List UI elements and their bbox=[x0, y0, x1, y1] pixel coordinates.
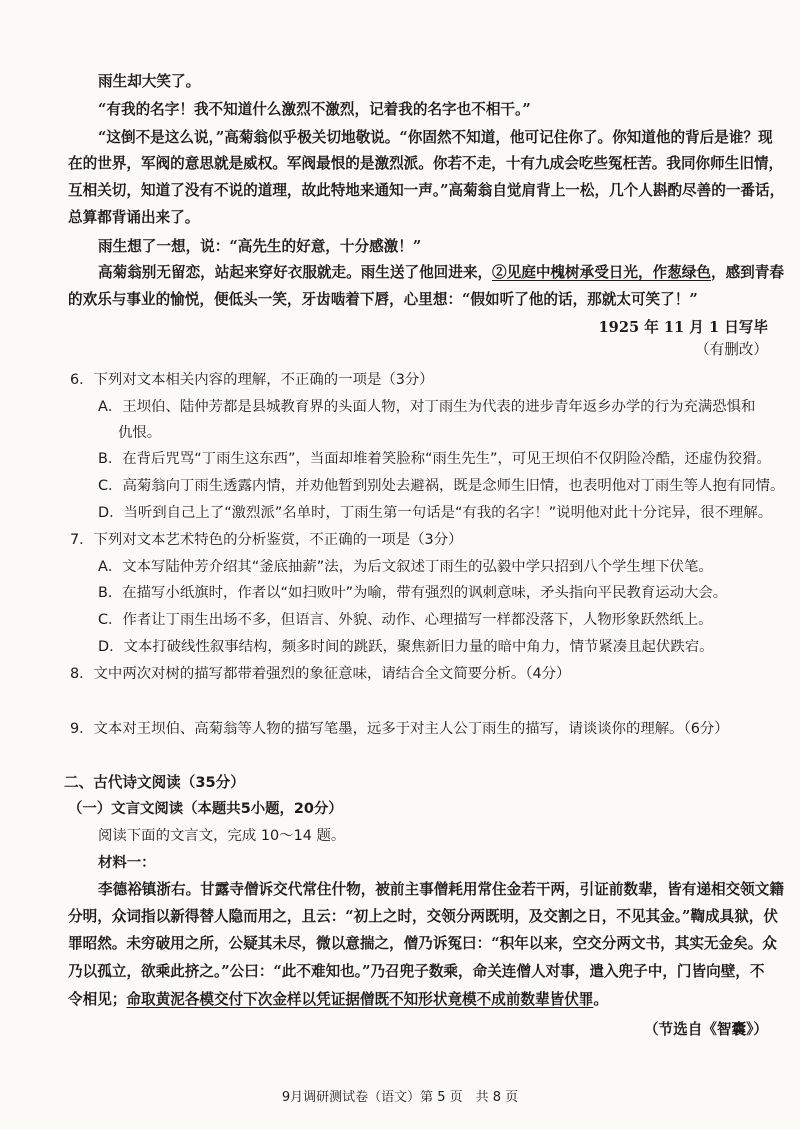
passage-source: （节选自《智囊》） bbox=[643, 1021, 768, 1038]
section-2-instruction: 阅读下面的文言文，完成 10～14 题。 bbox=[98, 828, 346, 844]
section-2-subtitle: （一）文言文阅读（本题共5小题，20分） bbox=[68, 801, 343, 817]
story-line-8 bbox=[98, 263, 784, 283]
passage-line-2: 分明，众词指以新得替人隐而用之，且云：“初上之时，交领分两既明，及交割之日，不见其金。”鞫成具狱，伏 bbox=[68, 908, 778, 925]
q6-option-d: D．当听到自己上了“激烈派”名单时，丁雨生第一句话是“有我的名字！”说明他对此十分诧异，很不理解。 bbox=[98, 505, 773, 521]
story-underlined-sentence: ②见庭中槐树承受日光，作葱绿色 bbox=[492, 264, 711, 281]
q7-option-b: B．在描写小纸旗时，作者以“如扫败叶”为喻，带有强烈的讽刺意味，矛头指向平民教育运动大会。 bbox=[98, 585, 728, 601]
q8-stem: 8．文中两次对树的描写都带着强烈的象征意味，请结合全文简要分析。（4分） bbox=[70, 666, 571, 682]
story-line-9: 的欢乐与事业的愉悦，便低头一笑，牙齿啮着下唇，心里想：“假如听了他的话，那就太可笑了！” bbox=[68, 291, 698, 308]
q6-option-a-line-1: A．王坝伯、陆仲芳都是县城教育界的头面人物，对丁雨生为代表的进步青年返乡办学的行为充满恐惧和 bbox=[98, 399, 756, 415]
story-line-6: 总算都背诵出来了。 bbox=[68, 209, 200, 226]
q9-stem: 9．文本对王坝伯、高菊翁等人物的描写笔墨，远多于对主人公丁雨生的描写，请谈谈你的理解。（6分） bbox=[70, 721, 729, 737]
passage-line-4: 乃以孤立，欲乘此挤之。”公曰：“此不难知也。”乃召兜子数乘，命关连僧人对事，遣入兜子中，门皆向壁，不 bbox=[68, 963, 765, 980]
story-note: （有删改） bbox=[695, 341, 768, 358]
q6-option-b: B．在背后咒骂“丁雨生这东西”，当面却堆着笑脸称“雨生先生”，可见王坝伯不仅阴险冷酷，还虚伪狡猾。 bbox=[98, 451, 771, 467]
story-line-3: “这倒不是这么说，”高菊翁似乎极关切地敬说。“你固然不知道，他可记住你了。你知道他的背后是谁？现 bbox=[98, 129, 773, 146]
q7-stem: 7．下列对文本艺术特色的分析鉴赏，不正确的一项是（3分） bbox=[70, 532, 463, 548]
q6-option-a-line-2: 仇恨。 bbox=[118, 425, 162, 441]
page-footer: 9月调研测试卷（语文）第 5 页 共 8 页 bbox=[281, 1090, 519, 1105]
q6-option-c: C．高菊翁向丁雨生透露内情，并劝他暂到别处去避祸，既是念师生旧情，也表明他对丁雨生等人抱有同情。 bbox=[98, 478, 785, 494]
passage-line-3: 罪昭然。未穷破用之所，公疑其未尽，微以意揣之，僧乃诉冤曰：“积年以来，空交分两文书，其实无金矣。众 bbox=[68, 935, 777, 952]
story-line-8-tail: ，感到青春 bbox=[710, 264, 784, 281]
passage-line-5-head: 令相见； bbox=[68, 991, 127, 1008]
story-line-8-head: 高菊翁别无留恋，站起来穿好衣服就走。雨生送了他回进来， bbox=[98, 264, 493, 281]
material-label: 材料一： bbox=[98, 855, 156, 871]
story-line-7: 雨生想了一想，说：“高先生的好意，十分感激！” bbox=[98, 238, 422, 255]
story-line-1: 雨生却大笑了。 bbox=[98, 73, 201, 90]
passage-line-5-tail: 。 bbox=[593, 991, 609, 1008]
story-line-4: 在的世界，军阀的意思就是威权。军阀最恨的是激烈派。你若不走，十有九成会吃些冤枉苦。我同你师生旧情， bbox=[68, 155, 784, 172]
passage-underlined-sentence: 命取黄泥各模交付下次金样以凭证据僧既不知形状竟模不成前数辈皆伏罪 bbox=[126, 991, 594, 1008]
q7-option-d: D．文本打破线性叙事结构，频多时间的跳跃，聚焦新旧力量的暗中角力，情节紧凑且起伏跌宕。 bbox=[98, 639, 714, 655]
story-line-5: 互相关切，知道了没有不说的道理，故此特地来通知一声。”高菊翁自觉肩背上一松，几个人斟酌尽善的一番话， bbox=[68, 182, 785, 199]
q7-option-a: A．文本写陆仲芳介绍其“釜底抽薪”法，为后文叙述丁雨生的弘毅中学只招到八个学生埋下伏笔。 bbox=[98, 559, 713, 575]
q7-option-c: C．作者让丁雨生出场不多，但语言、外貌、动作、心理描写一样都没落下，人物形象跃然纸上。 bbox=[98, 612, 713, 628]
q6-stem: 6．下列对文本相关内容的理解，不正确的一项是（3分） bbox=[70, 372, 434, 388]
passage-line-5 bbox=[68, 990, 764, 1010]
section-2-title: 二、古代诗文阅读（35分） bbox=[64, 774, 245, 791]
passage-line-1: 李德裕镇浙右。甘露寺僧诉交代常住什物，被前主事僧耗用常住金若干两，引证前数辈，皆有递相交领文籍 bbox=[98, 881, 784, 898]
story-date: 1925 年 11 月 1 日写毕 bbox=[598, 319, 768, 336]
story-line-2: “有我的名字！我不知道什么激烈不激烈，记着我的名字也不相干。” bbox=[98, 101, 531, 118]
